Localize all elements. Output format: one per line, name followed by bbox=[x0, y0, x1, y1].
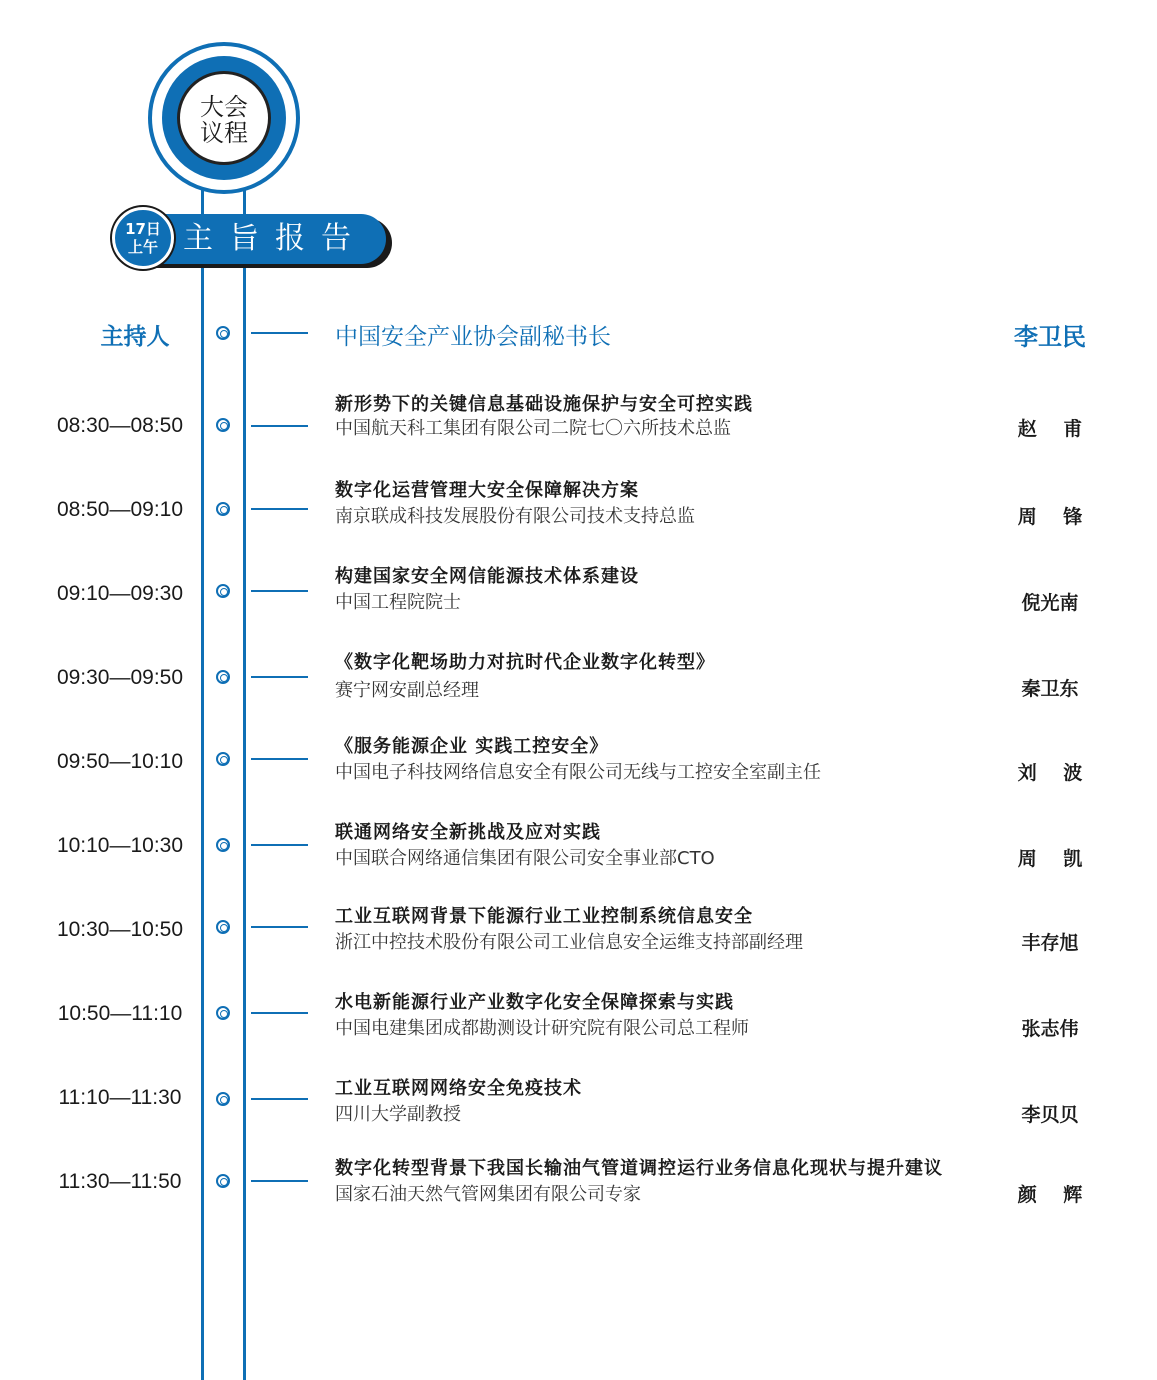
agenda-badge bbox=[148, 42, 300, 194]
host-marker-icon bbox=[216, 326, 230, 340]
agenda-speaker: 丰存旭 bbox=[1021, 932, 1079, 954]
agenda-marker-icon bbox=[216, 1092, 230, 1106]
agenda-row bbox=[0, 988, 1157, 1048]
agenda-org: 中国航天科工集团有限公司二院七〇六所技术总监 bbox=[335, 418, 731, 439]
agenda-row bbox=[0, 902, 1157, 962]
agenda-title: 数字化运营管理大安全保障解决方案 bbox=[335, 480, 639, 501]
session-period: 上午 bbox=[127, 238, 158, 256]
agenda-connector bbox=[251, 590, 308, 592]
host-connector bbox=[251, 332, 308, 334]
agenda-title: 《数字化靶场助力对抗时代企业数字化转型》 bbox=[335, 652, 715, 673]
agenda-marker-icon bbox=[216, 584, 230, 598]
agenda-time: 11:30—11:50 bbox=[58, 1170, 182, 1193]
agenda-row bbox=[0, 390, 1157, 450]
agenda-connector bbox=[251, 1180, 308, 1182]
agenda-row bbox=[0, 562, 1157, 622]
agenda-org: 四川大学副教授 bbox=[335, 1104, 461, 1125]
agenda-time: 10:50—11:10 bbox=[57, 1002, 183, 1025]
agenda-badge-center bbox=[177, 71, 271, 165]
agenda-marker-icon bbox=[216, 502, 230, 516]
agenda-time: 11:10—11:30 bbox=[58, 1086, 182, 1109]
agenda-time: 09:30—09:50 bbox=[56, 666, 184, 689]
agenda-row bbox=[0, 732, 1157, 792]
agenda-row bbox=[0, 648, 1157, 708]
agenda-org: 浙江中控技术股份有限公司工业信息安全运维支持部副经理 bbox=[335, 932, 803, 953]
agenda-speaker: 秦卫东 bbox=[1021, 678, 1079, 700]
agenda-marker-icon bbox=[216, 838, 230, 852]
agenda-org: 国家石油天然气管网集团有限公司专家 bbox=[335, 1184, 641, 1205]
host-label: 主持人 bbox=[100, 324, 170, 350]
agenda-row bbox=[0, 818, 1157, 878]
agenda-connector bbox=[251, 844, 308, 846]
agenda-marker-icon bbox=[216, 418, 230, 432]
agenda-marker-icon bbox=[216, 752, 230, 766]
agenda-title: 联通网络安全新挑战及应对实践 bbox=[335, 822, 601, 843]
agenda-speaker: 周 锋 bbox=[1017, 506, 1083, 528]
agenda-speaker: 颜 辉 bbox=[1017, 1184, 1083, 1206]
badge-line-2: 议程 bbox=[200, 119, 248, 147]
agenda-speaker: 倪光南 bbox=[1021, 592, 1079, 614]
agenda-marker-icon bbox=[216, 920, 230, 934]
agenda-time: 08:30—08:50 bbox=[56, 414, 184, 437]
agenda-title: 水电新能源行业产业数字化安全保障探索与实践 bbox=[335, 992, 734, 1013]
agenda-speaker: 周 凯 bbox=[1017, 848, 1083, 870]
agenda-time: 09:50—10:10 bbox=[56, 750, 184, 773]
agenda-speaker: 张志伟 bbox=[1021, 1018, 1079, 1040]
agenda-connector bbox=[251, 758, 308, 760]
agenda-title: 数字化转型背景下我国长输油气管道调控运行业务信息化现状与提升建议 bbox=[335, 1158, 943, 1179]
session-day-badge bbox=[112, 207, 174, 269]
agenda-org: 南京联成科技发展股份有限公司技术支持总监 bbox=[335, 506, 695, 527]
agenda-title: 构建国家安全网信能源技术体系建设 bbox=[335, 566, 639, 587]
agenda-speaker: 李贝贝 bbox=[1021, 1104, 1079, 1126]
agenda-connector bbox=[251, 676, 308, 678]
agenda-speaker: 刘 波 bbox=[1017, 762, 1083, 784]
agenda-connector bbox=[251, 508, 308, 510]
agenda-marker-icon bbox=[216, 1174, 230, 1188]
session-title: 主旨报告 bbox=[183, 221, 367, 256]
agenda-row bbox=[0, 476, 1157, 536]
agenda-time: 08:50—09:10 bbox=[56, 498, 184, 521]
agenda-badge-text bbox=[180, 94, 268, 146]
agenda-time: 09:10—09:30 bbox=[56, 582, 184, 605]
agenda-title: 工业互联网网络安全免疫技术 bbox=[335, 1078, 582, 1099]
agenda-connector bbox=[251, 926, 308, 928]
agenda-title: 工业互联网背景下能源行业工业控制系统信息安全 bbox=[335, 906, 753, 927]
agenda-org: 中国工程院院士 bbox=[335, 592, 461, 613]
agenda-org: 中国电子科技网络信息安全有限公司无线与工控安全室副主任 bbox=[335, 762, 821, 783]
agenda-title: 《服务能源企业 实践工控安全》 bbox=[335, 736, 609, 757]
agenda-org: 赛宁网安副总经理 bbox=[335, 680, 479, 701]
host-name: 李卫民 bbox=[1014, 323, 1086, 351]
agenda-connector bbox=[251, 1012, 308, 1014]
session-day: 17日 bbox=[125, 220, 161, 238]
badge-line-1: 大会 bbox=[200, 93, 248, 121]
agenda-speaker: 赵 甫 bbox=[1017, 418, 1083, 440]
agenda-connector bbox=[251, 425, 308, 427]
agenda-row bbox=[0, 1074, 1157, 1134]
agenda-connector bbox=[251, 1098, 308, 1100]
agenda-org: 中国联合网络通信集团有限公司安全事业部CTO bbox=[335, 848, 715, 869]
agenda-title: 新形势下的关键信息基础设施保护与安全可控实践 bbox=[335, 394, 753, 415]
agenda-marker-icon bbox=[216, 670, 230, 684]
agenda-time: 10:10—10:30 bbox=[56, 834, 184, 857]
host-org: 中国安全产业协会副秘书长 bbox=[335, 324, 611, 350]
agenda-time: 10:30—10:50 bbox=[56, 918, 184, 941]
agenda-row bbox=[0, 1154, 1157, 1214]
agenda-org: 中国电建集团成都勘测设计研究院有限公司总工程师 bbox=[335, 1018, 749, 1039]
agenda-badge-ring bbox=[162, 56, 286, 180]
session-day-text bbox=[115, 220, 171, 256]
agenda-marker-icon bbox=[216, 1006, 230, 1020]
